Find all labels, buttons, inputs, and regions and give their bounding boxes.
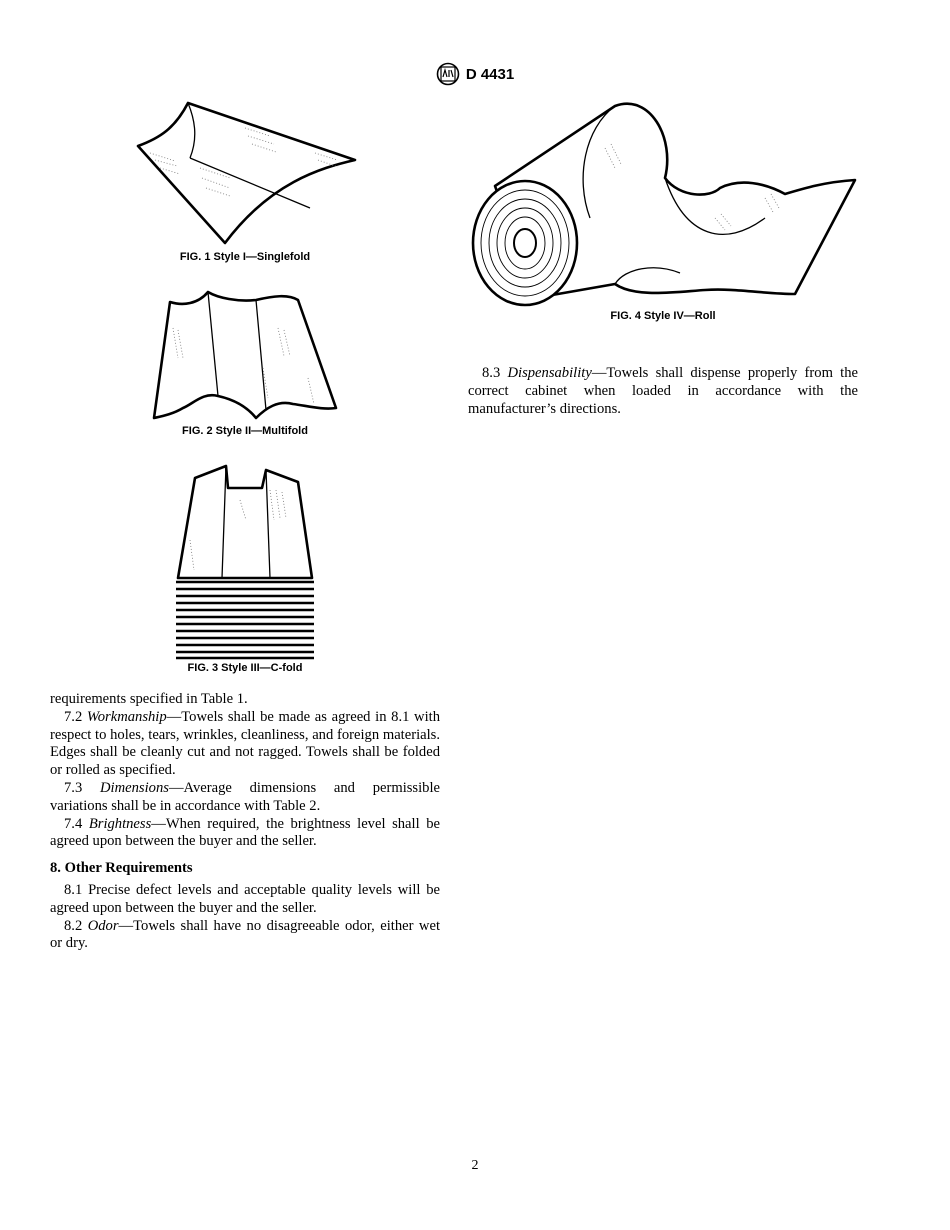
fig3-cfold-illustration bbox=[170, 460, 320, 660]
fig2-multifold-illustration bbox=[148, 288, 340, 422]
continuation-text: requirements specified in Table 1. bbox=[50, 691, 248, 707]
fig4-caption: FIG. 4 Style IV—Roll bbox=[610, 310, 716, 322]
section-8-3: 8.3 Dispensability—Towels shall dispense properly from the correct cabinet when loaded in accordance with the manufacturer’s directions. bbox=[468, 365, 858, 417]
section-8-heading: 8. Other Requirements bbox=[50, 860, 193, 877]
section-8-1: 8.1 Precise defect levels and acceptable quality levels will be agreed upon between the buyer and the seller. bbox=[50, 881, 440, 916]
fig1-caption: FIG. 1 Style I—Singlefold bbox=[179, 251, 311, 263]
section-7-3: 7.3 Dimensions—Average dimensions and permissible variations shall be in accordance with Table 2. bbox=[50, 779, 440, 814]
fig2-caption: FIG. 2 Style II—Multifold bbox=[182, 425, 308, 437]
fig3-caption: FIG. 3 Style III—C-fold bbox=[187, 662, 303, 674]
fig1-singlefold-illustration bbox=[130, 98, 360, 246]
section-7-2: 7.2 Workmanship—Towels shall be made as agreed in 8.1 with respect to holes, tears, wrinkles, cleanliness, and foreign materials. Edges shall be cleanly cut and not ragged. Towels shall be folded or rolled as specified. bbox=[50, 708, 440, 779]
right-column bbox=[468, 365, 858, 418]
fig4-roll-illustration bbox=[465, 98, 860, 308]
page-header bbox=[0, 62, 950, 91]
standard-designation: D 4431 bbox=[465, 65, 515, 83]
astm-logo-icon bbox=[436, 62, 460, 86]
section-7-4: 7.4 Brightness—When required, the brightness level shall be agreed upon between the buyer and the seller. bbox=[50, 815, 440, 850]
section-8-2: 8.2 Odor—Towels shall have no disagreeable odor, either wet or dry. bbox=[50, 917, 441, 952]
page-number: 2 bbox=[471, 1158, 479, 1173]
left-column bbox=[50, 691, 440, 953]
